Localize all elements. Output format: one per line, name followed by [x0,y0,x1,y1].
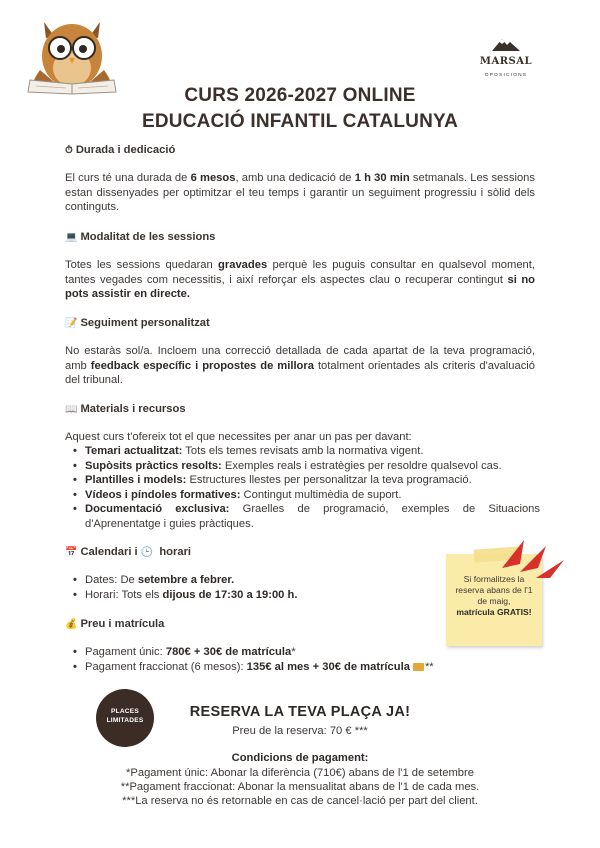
list-item: • Temari actualitzat: Tots els temes revisats amb la normativa vigent. [65,444,540,459]
price-list [65,645,485,674]
section-title-calendar: 📅 Calendari i 🕒 horari [65,545,191,561]
book-icon: 📖 [65,404,78,415]
section-title-duration: ⏱ Durada i dedicació [65,143,175,159]
condition-refund: ***La reserva no és retornable en cas de cancel·lació per part del client. [122,795,478,807]
section-title-price: 💰 Preu i matrícula [65,617,164,633]
calendar-icon: 📅 [65,547,78,558]
list-item: • Vídeos i píndoles formatives: Contingut multimèdia de suport. [65,488,540,503]
limited-places-badge: PLACES LIMITADES [96,689,154,747]
credit-card-icon [413,663,424,671]
attention-burst-icon [494,528,568,590]
page-title-line1: CURS 2026-2027 ONLINE [184,85,416,106]
list-item: • Horari: Tots els dijous de 17:30 a 19:00 h. [65,588,435,603]
section-title-materials: 📖 Materials i recursos [65,402,186,418]
brand-name: MARSAL [479,55,533,67]
list-item: • Pagament fraccionat (6 mesos): 135€ al mes + 30€ de matrícula ** [65,660,485,675]
followup-paragraph: No estaràs sol/a. Incloem una correcció detallada de cada apartat de la teva programació, amb feedback específic i propostes de millora totalment orientades als criteris d'avaluació del tribunal. [65,345,536,387]
list-item: • Documentació exclusiva: Graelles de programació, exemples de Situacions d'Aprenentatge i guies pràctiques. [65,502,540,531]
condition-split: **Pagament fraccionat: Abonar la mensualitat abans de l'1 de cada mes. [120,781,480,793]
reserve-title: RESERVA LA TEVA PLAÇA JA! [189,704,411,720]
list-item: • Plantilles i models: Estructures llestes per personalitzar la teva programació. [65,473,540,488]
mountain-logo-icon [490,36,522,52]
brand-logo [474,36,538,84]
conditions-title: Condicions de pagament: [231,752,369,764]
modality-paragraph: Totes les sessions quedaran gravades perquè les puguis consultar en qualsevol moment, tantes vegades com necessitis, i així reforçar els aspectes clau o recuperar contingut si no pots assistir en directe. [65,259,536,301]
section-title-modality: 💻 Modalitat de les sessions [65,230,215,246]
section-title-followup: 📝 Seguiment personalitzat [65,316,210,332]
list-item: • Supòsits pràctics resolts: Exemples reals i estratègies per resoldre qualsevol cas. [65,459,540,474]
list-item: • Pagament únic: 780€ + 30€ de matrícula* [65,645,485,660]
calendar-list [65,573,435,602]
brand-subtitle: OPOSICIONS [484,73,528,79]
memo-icon: 📝 [65,318,78,329]
page-title-line2: EDUCACIÓ INFANTIL CATALUNYA [141,111,459,132]
clock-icon: 🕒 [140,547,154,558]
sticky-note-offer: Si formalitzes la reserva abans de l'1 de maig, matrícula GRATIS! [446,554,542,646]
stopwatch-icon: ⏱ [65,145,73,156]
list-item: • Dates: De setembre a febrer. [65,573,435,588]
duration-paragraph: El curs té una durada de 6 mesos, amb una dedicació de 1 h 30 min setmanals. Les sessions estan dissenyades per optimitzar el teu temps i garantir un seguiment progressiu i sòlid dels continguts. [65,172,535,214]
laptop-icon: 💻 [65,232,78,243]
materials-intro: Aquest curs t'ofereix tot el que necessites per anar un pas per davant: [65,431,412,443]
materials-list [65,444,540,532]
condition-single: *Pagament únic: Abonar la diferència (710€) abans de l'1 de setembre [126,767,474,779]
reserve-price: Preu de la reserva: 70 € *** [232,725,368,737]
money-bag-icon: 💰 [65,619,78,630]
